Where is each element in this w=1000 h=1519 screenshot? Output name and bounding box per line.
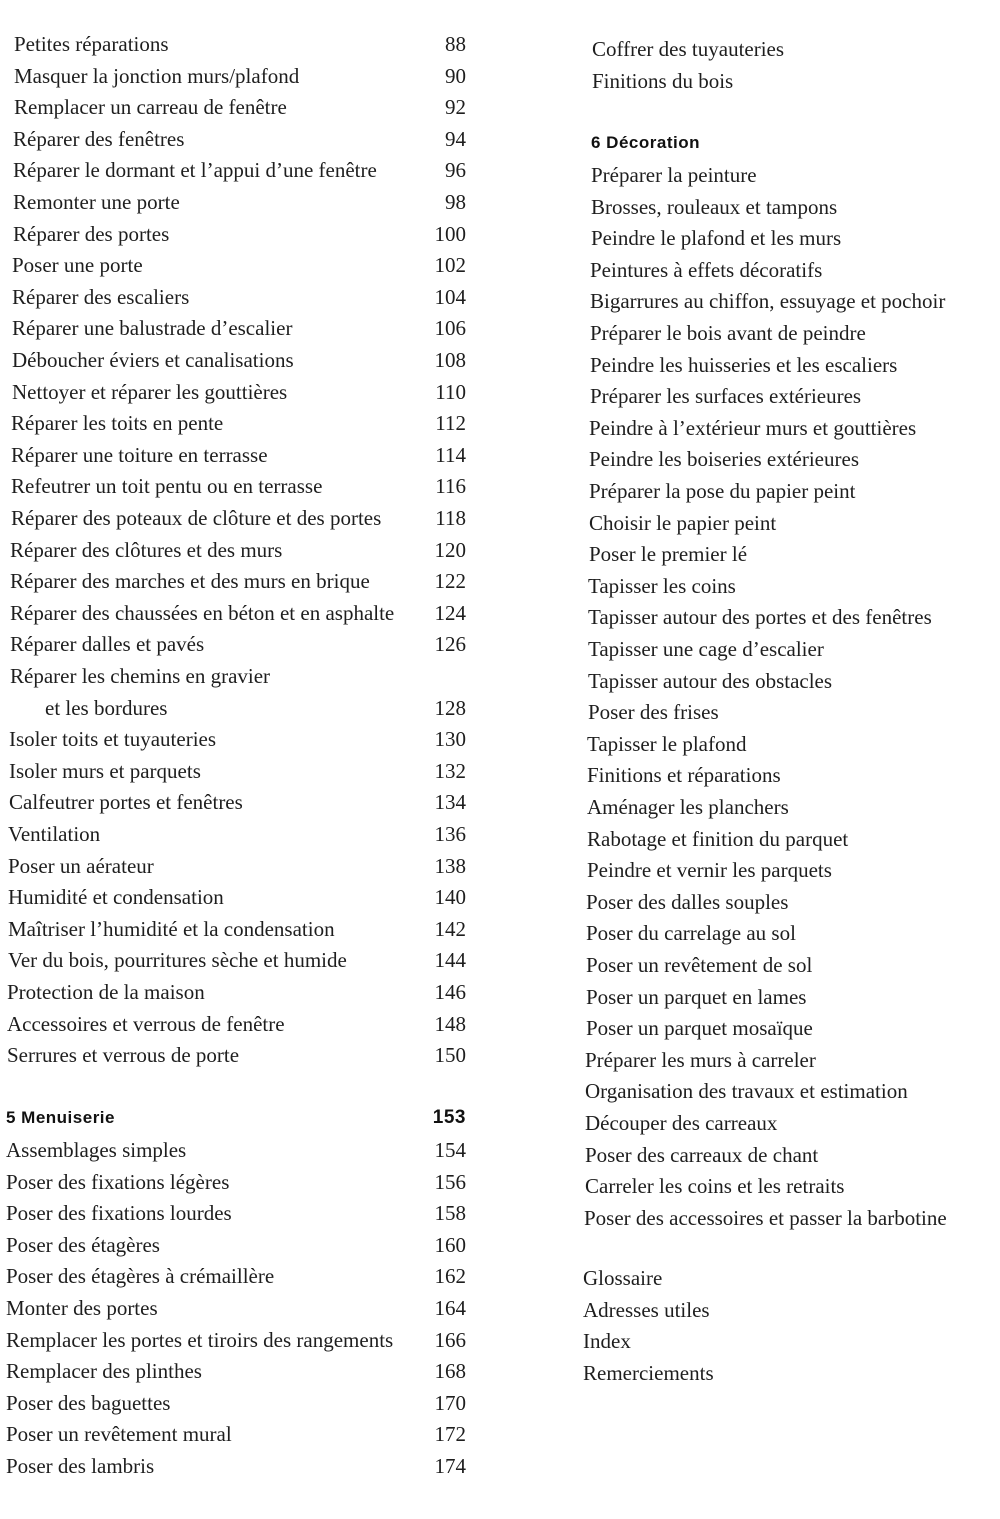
entry-title: Brosses, rouleaux et tampons <box>591 195 838 219</box>
toc-entry <box>0 503 480 534</box>
toc-entry <box>560 286 1000 317</box>
toc-entry <box>0 787 480 818</box>
toc-entry <box>0 566 480 597</box>
page-number: 146 <box>434 980 466 1004</box>
entry-title: Réparer des portes <box>13 222 170 246</box>
entry-title: Réparer les toits en pente <box>11 411 224 435</box>
entry-title: Humidité et condensation <box>8 885 224 909</box>
page-number: 132 <box>434 759 466 783</box>
toc-entry <box>560 1326 1000 1357</box>
toc-entry <box>0 1040 480 1071</box>
entry-title: Poser un revêtement mural <box>6 1422 232 1446</box>
toc-entry <box>0 61 480 92</box>
toc-entry <box>560 887 1000 918</box>
page-number: 98 <box>445 190 466 214</box>
toc-entry <box>0 440 480 471</box>
toc-entry <box>0 1009 480 1040</box>
toc-entry <box>0 1293 480 1324</box>
toc-entry <box>0 598 480 629</box>
entry-title: Remplacer un carreau de fenêtre <box>14 95 287 119</box>
toc-entry <box>0 250 480 281</box>
entry-title: Peintures à effets décoratifs <box>590 258 823 282</box>
entry-title: Préparer les surfaces extérieures <box>590 384 862 408</box>
entry-title: Bigarrures au chiffon, essuyage et pochoir <box>590 289 946 313</box>
toc-entry <box>0 819 480 850</box>
page-number: 128 <box>434 696 466 720</box>
entry-title: Remerciements <box>583 1361 714 1385</box>
page-number: 106 <box>434 316 466 340</box>
entry-title: Réparer une balustrade d’escalier <box>12 316 293 340</box>
toc-entry <box>560 792 1000 823</box>
toc-entry <box>560 1295 1000 1326</box>
toc-entry <box>560 1263 1000 1294</box>
entry-title: Poser des fixations lourdes <box>6 1201 232 1225</box>
entry-title: Déboucher éviers et canalisations <box>12 348 294 372</box>
page-number: 140 <box>434 885 466 909</box>
toc-entry <box>560 223 1000 254</box>
toc-entry <box>560 476 1000 507</box>
toc-entry <box>0 724 480 755</box>
toc-entry <box>0 1325 480 1356</box>
toc-entry <box>560 602 1000 633</box>
entry-title: Réparer dalles et pavés <box>10 632 205 656</box>
toc-entry <box>0 345 480 376</box>
page-number: 124 <box>434 601 466 625</box>
page-number: 114 <box>435 443 466 467</box>
entry-title: Serrures et verrous de porte <box>7 1043 240 1067</box>
page-number: 164 <box>434 1296 466 1320</box>
toc-entry <box>560 950 1000 981</box>
toc-entry <box>0 92 480 123</box>
entry-title: Réparer des fenêtres <box>13 127 185 151</box>
toc-entry <box>560 1013 1000 1044</box>
toc-entry <box>560 1045 1000 1076</box>
toc-entry <box>560 571 1000 602</box>
page-number: 102 <box>434 253 466 277</box>
toc-entry <box>560 381 1000 412</box>
page-number: 158 <box>434 1201 466 1225</box>
toc-entry <box>0 945 480 976</box>
entry-title: Découper des carreaux <box>585 1111 778 1135</box>
entry-title: Réparer des escaliers <box>12 285 190 309</box>
page-number: 142 <box>434 917 466 941</box>
toc-entry <box>0 124 480 155</box>
page-number: 150 <box>434 1043 466 1067</box>
entry-title: Maîtriser l’humidité et la condensation <box>8 917 335 941</box>
entry-title: Rabotage et finition du parquet <box>587 827 849 851</box>
entry-title: Ventilation <box>8 822 101 846</box>
entry-title: Isoler toits et tuyauteries <box>9 727 217 751</box>
toc-entry <box>560 1358 1000 1389</box>
entry-title: Poser des accessoires et passer la barbotine <box>584 1206 947 1230</box>
entry-title: Tapisser autour des portes et des fenêtres <box>588 605 932 629</box>
toc-entry <box>0 282 480 313</box>
entry-title: Carreler les coins et les retraits <box>585 1174 845 1198</box>
toc-entry <box>560 66 1000 97</box>
entry-title: Peindre les boiseries extérieures <box>589 447 859 471</box>
toc-entry <box>560 760 1000 791</box>
page-number: 104 <box>434 285 466 309</box>
entry-title: Glossaire <box>583 1266 663 1290</box>
page-number: 88 <box>445 32 466 56</box>
entry-title: Réparer le dormant et l’appui d’une fenêtre <box>13 158 377 182</box>
entry-title: Peindre les huisseries et les escaliers <box>590 353 898 377</box>
page-number: 166 <box>434 1328 466 1352</box>
entry-title: Préparer la peinture <box>591 163 757 187</box>
toc-entry <box>560 855 1000 886</box>
entry-title: Réparer des chaussées en béton et en asphalte <box>10 601 395 625</box>
section-title: 5 Menuiserie <box>6 1108 115 1127</box>
page-number: 90 <box>445 64 466 88</box>
entry-title: Réparer des marches et des murs en brique <box>10 569 370 593</box>
toc-entry <box>560 318 1000 349</box>
toc-entry <box>560 1140 1000 1171</box>
section-heading <box>0 1102 480 1133</box>
toc-entry <box>0 29 480 60</box>
page-number: 172 <box>434 1422 466 1446</box>
toc-entry <box>0 1356 480 1387</box>
page-number: 112 <box>435 411 466 435</box>
entry-title: Tapisser les coins <box>588 574 736 598</box>
entry-title: Choisir le papier peint <box>589 511 777 535</box>
entry-title: Poser des étagères <box>6 1233 160 1257</box>
entry-title: Organisation des travaux et estimation <box>585 1079 908 1103</box>
entry-title: Nettoyer et réparer les gouttières <box>12 380 288 404</box>
toc-entry <box>0 313 480 344</box>
entry-title: Finitions et réparations <box>587 763 781 787</box>
entry-title: Réparer des clôtures et des murs <box>10 538 283 562</box>
entry-title: Poser un aérateur <box>8 854 154 878</box>
entry-title: Réparer une toiture en terrasse <box>11 443 268 467</box>
page-number: 120 <box>434 538 466 562</box>
toc-entry <box>560 697 1000 728</box>
entry-title: Refeutrer un toit pentu ou en terrasse <box>11 474 323 498</box>
toc-entry <box>0 756 480 787</box>
page-number: 144 <box>434 948 466 972</box>
entry-title: Adresses utiles <box>583 1298 710 1322</box>
toc-entry <box>0 882 480 913</box>
page-number: 96 <box>445 158 466 182</box>
toc-entry <box>0 187 480 218</box>
section-title: 6 Décoration <box>591 133 700 152</box>
page-number: 138 <box>434 854 466 878</box>
entry-title: Poser du carrelage au sol <box>586 921 796 945</box>
entry-title: Coffrer des tuyauteries <box>592 37 785 61</box>
entry-title: Peindre et vernir les parquets <box>587 858 832 882</box>
entry-title: Poser des lambris <box>6 1454 155 1478</box>
entry-title: Calfeutrer portes et fenêtres <box>9 790 243 814</box>
toc-entry <box>0 629 480 660</box>
toc-entry <box>560 1076 1000 1107</box>
page-number: 160 <box>434 1233 466 1257</box>
entry-title: Remplacer les portes et tiroirs des rangements <box>6 1328 394 1352</box>
toc-entry <box>0 408 480 439</box>
entry-title: Poser un parquet mosaïque <box>586 1016 813 1040</box>
page-number: 116 <box>435 474 466 498</box>
entry-title: Accessoires et verrous de fenêtre <box>7 1012 285 1036</box>
entry-title: Tapisser autour des obstacles <box>588 669 833 693</box>
entry-title: Petites réparations <box>14 32 169 56</box>
entry-title: Index <box>583 1329 631 1353</box>
entry-title: Poser des fixations légères <box>6 1170 230 1194</box>
entry-title: Peindre le plafond et les murs <box>591 226 842 250</box>
entry-title: Préparer le bois avant de peindre <box>590 321 866 345</box>
entry-title: Isoler murs et parquets <box>9 759 201 783</box>
entry-title: Masquer la jonction murs/plafond <box>14 64 300 88</box>
entry-title: Aménager les planchers <box>587 795 789 819</box>
entry-title: Monter des portes <box>6 1296 158 1320</box>
entry-title: Tapisser une cage d’escalier <box>588 637 824 661</box>
toc-entry <box>0 219 480 250</box>
toc-entry <box>560 444 1000 475</box>
entry-title: Protection de la maison <box>7 980 205 1004</box>
page-number: 156 <box>434 1170 466 1194</box>
toc-entry <box>0 914 480 945</box>
entry-title: Finitions du bois <box>592 69 734 93</box>
entry-title: Assemblages simples <box>6 1138 187 1162</box>
entry-title: et les bordures <box>45 696 168 720</box>
toc-entry <box>560 824 1000 855</box>
toc-entry <box>560 413 1000 444</box>
entry-title: Préparer la pose du papier peint <box>589 479 856 503</box>
toc-entry <box>560 1171 1000 1202</box>
page-number: 126 <box>434 632 466 656</box>
toc-entry <box>560 982 1000 1013</box>
page-number: 136 <box>434 822 466 846</box>
entry-title: Poser des dalles souples <box>586 890 789 914</box>
entry-title: Poser des étagères à crémaillère <box>6 1264 275 1288</box>
page-number: 154 <box>434 1138 466 1162</box>
toc-entry <box>560 508 1000 539</box>
toc-entry <box>560 1108 1000 1139</box>
toc-entry <box>560 918 1000 949</box>
toc-entry <box>560 729 1000 760</box>
section-heading <box>560 127 1000 158</box>
toc-entry <box>0 977 480 1008</box>
page-number: 148 <box>434 1012 466 1036</box>
toc-entry <box>0 693 480 724</box>
toc-entry <box>0 1167 480 1198</box>
toc-entry <box>560 350 1000 381</box>
entry-title: Peindre à l’extérieur murs et gouttières <box>589 416 917 440</box>
page-number: 108 <box>434 348 466 372</box>
page-number: 110 <box>435 380 466 404</box>
entry-title: Poser un revêtement de sol <box>586 953 813 977</box>
toc-entry <box>0 661 480 692</box>
toc-entry <box>0 851 480 882</box>
page-number: 130 <box>434 727 466 751</box>
toc-entry <box>560 1203 1000 1234</box>
page-number: 134 <box>434 790 466 814</box>
toc-entry <box>560 539 1000 570</box>
toc-entry <box>0 1261 480 1292</box>
toc-entry <box>560 192 1000 223</box>
toc-entry <box>0 1230 480 1261</box>
entry-title: Ver du bois, pourritures sèche et humide <box>8 948 347 972</box>
entry-title: Poser des carreaux de chant <box>585 1143 819 1167</box>
toc-entry <box>560 255 1000 286</box>
entry-title: Réparer des poteaux de clôture et des portes <box>11 506 382 530</box>
entry-title: Remonter une porte <box>13 190 180 214</box>
entry-title: Préparer les murs à carreler <box>585 1048 816 1072</box>
toc-entry <box>0 1419 480 1450</box>
page-number: 168 <box>434 1359 466 1383</box>
page-number: 174 <box>434 1454 466 1478</box>
toc-entry <box>560 666 1000 697</box>
page-number: 153 <box>432 1107 466 1128</box>
entry-title: Réparer les chemins en gravier <box>10 664 271 688</box>
toc-entry <box>0 1388 480 1419</box>
toc-entry <box>560 34 1000 65</box>
toc-entry <box>0 1198 480 1229</box>
toc-entry <box>0 377 480 408</box>
page-number: 162 <box>434 1264 466 1288</box>
toc-entry <box>560 634 1000 665</box>
entry-title: Poser le premier lé <box>589 542 748 566</box>
page-number: 170 <box>434 1391 466 1415</box>
toc-entry <box>0 535 480 566</box>
entry-title: Poser une porte <box>12 253 143 277</box>
toc-entry <box>0 1135 480 1166</box>
entry-title: Tapisser le plafond <box>587 732 747 756</box>
entry-title: Poser des baguettes <box>6 1391 171 1415</box>
entry-title: Poser des frises <box>588 700 719 724</box>
page-number: 94 <box>445 127 466 151</box>
toc-entry <box>560 160 1000 191</box>
toc-entry <box>0 1451 480 1482</box>
page-number: 122 <box>434 569 466 593</box>
toc-entry <box>0 155 480 186</box>
page-number: 100 <box>434 222 466 246</box>
entry-title: Poser un parquet en lames <box>586 985 807 1009</box>
page-number: 118 <box>435 506 466 530</box>
page-number: 92 <box>445 95 466 119</box>
entry-title: Remplacer des plinthes <box>6 1359 202 1383</box>
toc-entry <box>0 471 480 502</box>
